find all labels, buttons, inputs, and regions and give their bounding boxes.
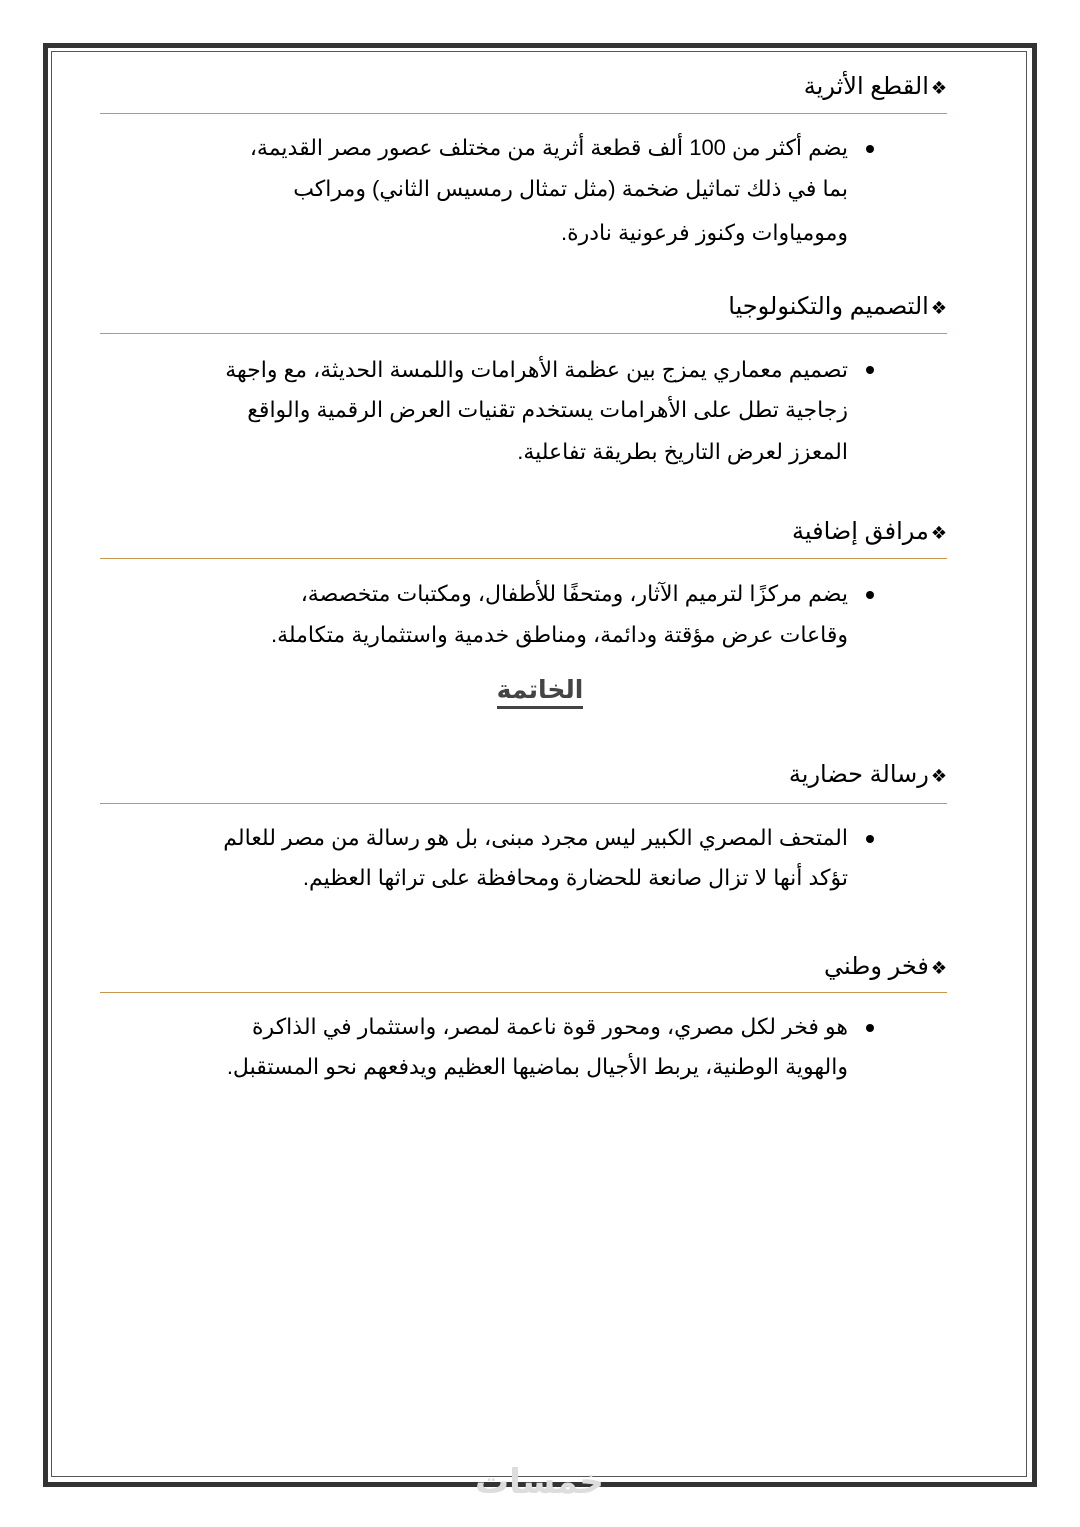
bullet-icon: [866, 1024, 874, 1032]
heading-text: التصميم والتكنولوجيا: [728, 293, 929, 320]
heading-rule: [100, 558, 947, 559]
heading-text: رسالة حضارية: [788, 761, 929, 788]
heading-rule: [100, 803, 947, 804]
bullet-icon: [866, 835, 874, 843]
section-heading: [728, 292, 947, 321]
bullet-icon: [866, 145, 874, 153]
diamond-bullet-icon: ❖: [930, 958, 947, 978]
heading-text: القطع الأثرية: [803, 73, 929, 100]
section-heading: [792, 517, 947, 546]
paragraph-line: هو فخر لكل مصري، ومحور قوة ناعمة لمصر، واستثمار في الذاكرة: [252, 1014, 848, 1039]
diamond-bullet-icon: ❖: [930, 766, 947, 786]
diamond-bullet-icon: ❖: [930, 523, 947, 543]
paragraph-line: تصميم معماري يمزج بين عظمة الأهرامات واللمسة الحديثة، مع واجهة: [225, 357, 848, 382]
heading-text: مرافق إضافية: [791, 518, 929, 545]
watermark: خمسات: [475, 1463, 604, 1501]
section-heading: [789, 760, 947, 789]
heading-text: فخر وطني: [824, 953, 929, 980]
bullet-icon: [866, 591, 874, 599]
paragraph-line: يضم أكثر من 100 ألف قطعة أثرية من مختلف عصور مصر القديمة،: [249, 135, 848, 160]
bullet-icon: [866, 366, 874, 374]
diamond-bullet-icon: ❖: [930, 78, 947, 98]
paragraph-line: ومومياوات وكنوز فرعونية نادرة.: [561, 220, 848, 245]
paragraph-line: زجاجية تطل على الأهرامات يستخدم تقنيات العرض الرقمية والواقع: [247, 397, 848, 422]
paragraph-line: والهوية الوطنية، يربط الأجيال بماضيها العظيم ويدفعهم نحو المستقبل.: [226, 1054, 848, 1079]
paragraph-line: يضم مركزًا لترميم الآثار، ومتحفًا للأطفال، ومكتبات متخصصة،: [300, 581, 848, 606]
paragraph-line: المعزز لعرض التاريخ بطريقة تفاعلية.: [517, 439, 848, 464]
paragraph-line: المتحف المصري الكبير ليس مجرد مبنى، بل هو رسالة من مصر للعالم: [223, 825, 848, 850]
heading-rule: [100, 333, 947, 334]
diamond-bullet-icon: ❖: [930, 298, 947, 318]
conclusion-title: [0, 675, 1080, 705]
paragraph-line: وقاعات عرض مؤقتة ودائمة، ومناطق خدمية واستثمارية متكاملة.: [270, 622, 848, 647]
heading-rule: [100, 992, 947, 993]
conclusion-title-text: الخاتمة: [497, 676, 584, 709]
paragraph-line: بما في ذلك تماثيل ضخمة (مثل تمثال رمسيس الثاني) ومراكب: [293, 176, 848, 201]
heading-rule: [100, 113, 947, 114]
paragraph-line: تؤكد أنها لا تزال صانعة للحضارة ومحافظة على تراثها العظيم.: [302, 865, 848, 890]
section-heading: [824, 952, 947, 981]
section-heading: [804, 72, 947, 101]
